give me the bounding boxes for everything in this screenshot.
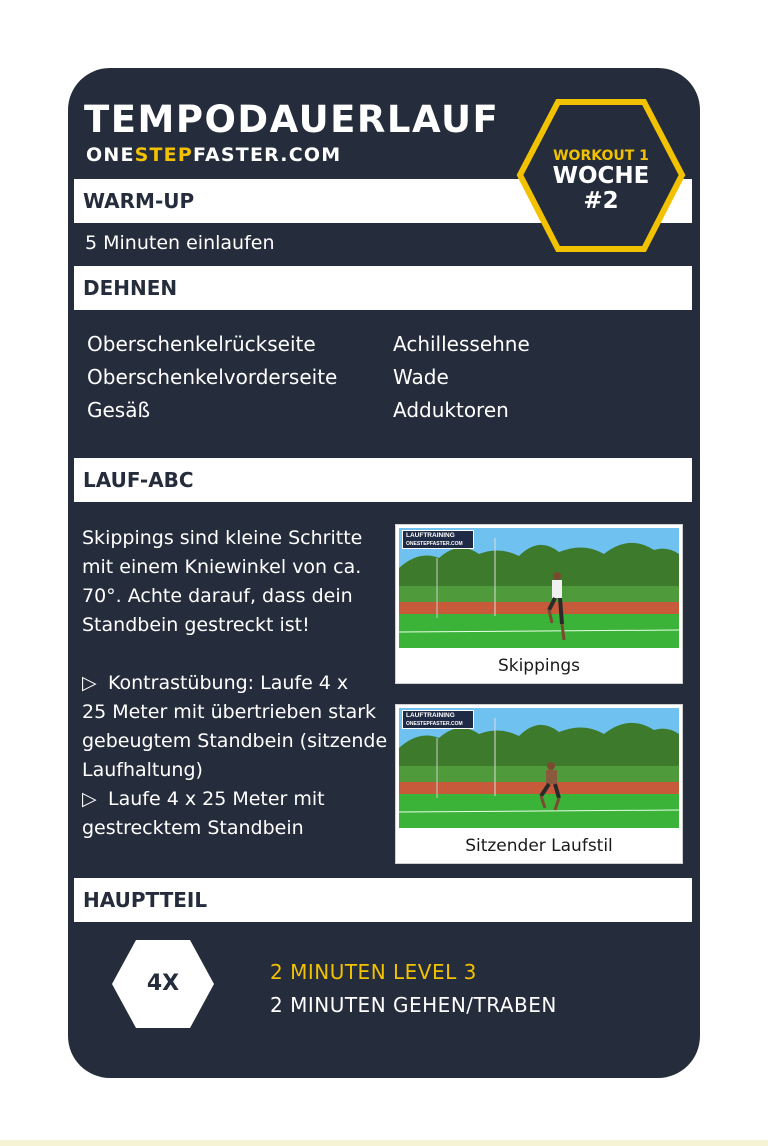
week-badge xyxy=(516,148,686,214)
video-caption: Skippings xyxy=(497,656,581,676)
triangle-bullet-icon: ▷ xyxy=(82,788,97,810)
stretch-item: Oberschenkelvorderseite xyxy=(87,365,338,389)
abc-line: Standbein gestreckt ist! xyxy=(82,614,310,636)
skippings-video-thumbnail[interactable] xyxy=(395,524,683,684)
main-interval-rest: 2 MINUTEN GEHEN/TRABEN xyxy=(270,993,557,1017)
main-interval-work: 2 MINUTEN LEVEL 3 xyxy=(270,960,477,984)
stretch-list-left xyxy=(87,328,337,427)
workout-card xyxy=(68,68,700,1078)
video-caption: Sitzender Laufstil xyxy=(465,836,613,856)
dehnen-heading: DEHNEN xyxy=(74,266,692,310)
logo-line: ONESTEPFASTER.COM xyxy=(406,721,463,727)
triangle-bullet-icon: ▷ xyxy=(82,672,97,694)
stretch-item: Gesäß xyxy=(87,398,151,422)
brand-part-step: STEP xyxy=(134,144,193,166)
stretch-item: Oberschenkelrückseite xyxy=(87,332,316,356)
abc-line: Laufe 4 x 25 Meter mit xyxy=(108,788,325,810)
video-logo-badge xyxy=(402,530,474,549)
stretch-item: Wade xyxy=(393,365,449,389)
logo-line: ONESTEPFASTER.COM xyxy=(406,541,463,547)
abc-line: Laufhaltung) xyxy=(82,759,203,781)
abc-line: 25 Meter mit übertrieben stark xyxy=(82,701,377,723)
stretch-item: Achillessehne xyxy=(393,332,530,356)
badge-week-number: #2 xyxy=(583,188,619,214)
sitzender-laufstil-video-thumbnail[interactable] xyxy=(395,704,683,864)
abc-line: Kontrastübung: Laufe 4 x xyxy=(108,672,349,694)
brand-part-faster: FASTER.COM xyxy=(193,144,342,166)
logo-line: LAUFTRAINING xyxy=(406,532,455,539)
stretch-list-right xyxy=(393,328,530,427)
stretch-item: Adduktoren xyxy=(393,398,509,422)
hauptteil-heading: HAUPTTEIL xyxy=(74,878,692,922)
warmup-text: 5 Minuten einlaufen xyxy=(85,232,275,254)
workout-title: TEMPODAUERLAUF xyxy=(84,98,500,141)
warmup-heading: WARM-UP xyxy=(74,179,692,223)
brand-part-one: ONE xyxy=(86,144,135,166)
abc-line: mit einem Kniewinkel von ca. xyxy=(82,556,362,578)
abc-line: 70°. Achte darauf, dass dein xyxy=(82,585,353,607)
bottom-strip xyxy=(0,1140,768,1146)
logo-line: LAUFTRAINING xyxy=(406,712,455,719)
brand-name xyxy=(86,144,341,166)
badge-workout-label: WORKOUT 1 xyxy=(553,148,649,164)
abc-line: Skippings sind kleine Schritte xyxy=(82,527,363,549)
abc-line: gestrecktem Standbein xyxy=(82,817,304,839)
lauf-abc-description xyxy=(82,524,400,843)
repetition-count: 4X xyxy=(146,971,180,996)
lauf-abc-heading: LAUF-ABC xyxy=(74,458,692,502)
badge-week-label: WOCHE xyxy=(552,163,650,189)
abc-line: gebeugtem Standbein (sitzende xyxy=(82,730,388,752)
video-logo-badge xyxy=(402,710,474,729)
